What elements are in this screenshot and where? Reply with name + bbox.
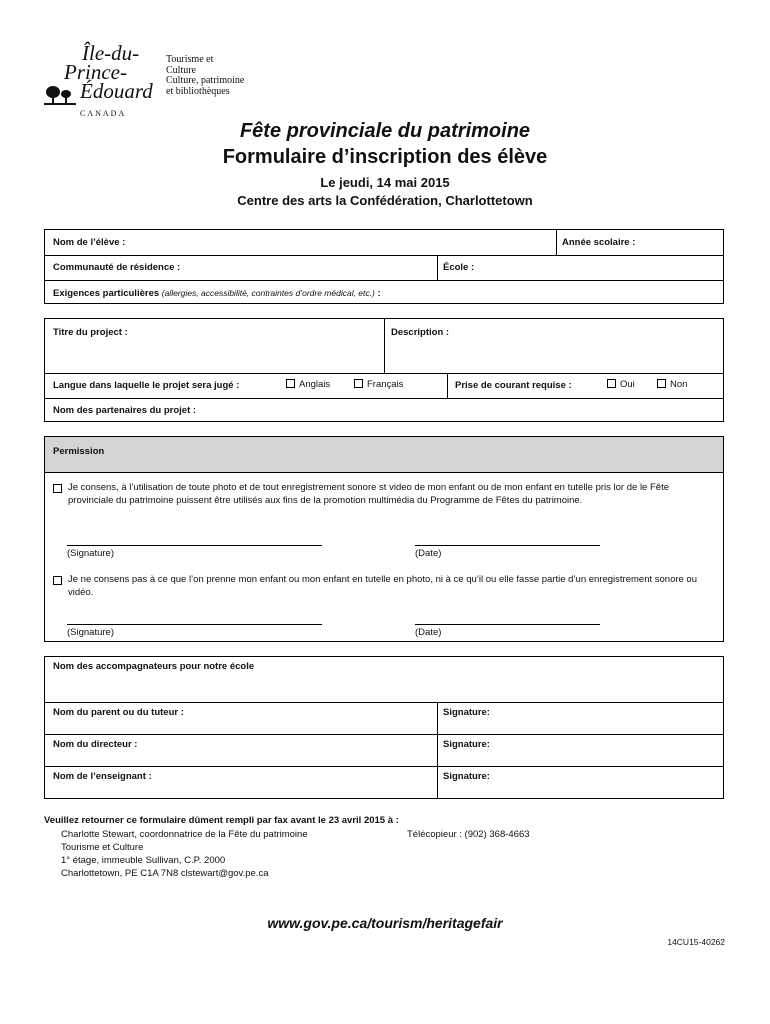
- logo-line-2: Prince-: [64, 60, 127, 84]
- consent-signature-label: (Signature): [67, 548, 114, 559]
- checkbox-icon: [286, 379, 295, 388]
- contact-address-1: 1° étage, immeuble Sullivan, C.P. 2000: [61, 855, 226, 866]
- checkbox-icon: [53, 576, 62, 585]
- chaperones-field[interactable]: Nom des accompagnateurs pour notre école: [53, 661, 255, 672]
- parent-signature-field[interactable]: Signature:: [443, 707, 490, 718]
- contact-address-2: Charlottetown, PE C1A 7N8 clstewart@gov.pe.ca: [61, 868, 269, 879]
- logo-side-1: Tourisme et: [166, 54, 214, 65]
- english-option-label: Anglais: [299, 379, 331, 390]
- logo-side-4: et bibliothèques: [166, 85, 230, 97]
- event-date: Le jeudi, 14 mai 2015: [320, 175, 450, 190]
- consent-text: Je consens, à l’utilisation de toute photo et de tout enregistrement sonore st video de mon enfant ou de mon enfant en tutelle pris lor de le Fête provinciale du patrimoine puissent être utilisés aux fins de la promotion multimédia du Programme de Fêtes du patrimoine.: [68, 482, 669, 506]
- no-consent-signature-line[interactable]: [67, 624, 322, 625]
- no-consent-text: Je ne consens pas à ce que l’on prenne mon enfant ou mon enfant en tutelle en photo, ni à ce qu’il ou elle fasse partie d’un enregistrement sonore ou vidéo.: [68, 574, 698, 598]
- yes-option-label: Oui: [620, 379, 635, 390]
- special-needs-field[interactable]: [53, 288, 381, 299]
- website-link[interactable]: www.gov.pe.ca/tourism/heritagefair: [267, 915, 503, 931]
- logo-line-1: Île-du-: [82, 41, 140, 65]
- power-yes-checkbox[interactable]: [607, 378, 635, 391]
- french-option-label: Français: [367, 379, 404, 390]
- special-needs-hint: (allergies, accessibilité, contraintes d’ordre médical, etc.): [161, 288, 375, 298]
- project-title-field[interactable]: Titre du project :: [53, 327, 128, 338]
- logo-side-2: Culture: [166, 64, 196, 76]
- no-option-label: Non: [670, 379, 688, 390]
- consent-signature-line[interactable]: [67, 545, 322, 546]
- tree-icon: [44, 84, 76, 106]
- permission-header: Permission: [53, 446, 105, 457]
- permission-header-bar: [45, 437, 723, 473]
- power-outlet-label: Prise de courant requise :: [455, 380, 572, 391]
- no-consent-signature-label: (Signature): [67, 627, 114, 638]
- project-partners-field[interactable]: Nom des partenaires du projet :: [53, 405, 197, 416]
- no-consent-date-line[interactable]: [415, 624, 600, 625]
- french-checkbox[interactable]: [354, 378, 403, 391]
- no-consent-option[interactable]: [53, 573, 708, 599]
- checkbox-icon: [607, 379, 616, 388]
- grade-field[interactable]: Année scolaire :: [562, 237, 636, 248]
- logo-country: CANADA: [80, 109, 127, 118]
- return-instruction: Veuillez retourner ce formulaire dûment rempli par fax avant le 23 avril 2015 à :: [44, 815, 399, 826]
- logo-line-3: Édouard: [80, 79, 153, 103]
- no-consent-date-label: (Date): [415, 627, 442, 638]
- director-signature-field[interactable]: Signature:: [443, 739, 490, 750]
- school-field[interactable]: École :: [443, 262, 475, 273]
- special-needs-colon: :: [374, 288, 381, 299]
- page-title: Fête provinciale du patrimoine: [239, 120, 531, 142]
- contact-department: Tourisme et Culture: [61, 842, 144, 853]
- consent-option[interactable]: [53, 481, 708, 507]
- consent-date-line[interactable]: [415, 545, 600, 546]
- judging-language-label: Langue dans laquelle le projet sera jugé :: [53, 380, 240, 391]
- director-name-field[interactable]: Nom du directeur :: [53, 739, 138, 750]
- form-code: 14CU15-40262: [667, 937, 725, 947]
- checkbox-icon: [53, 484, 62, 493]
- power-no-checkbox[interactable]: [657, 378, 687, 391]
- logo-side-3: Culture, patrimoine: [166, 75, 245, 86]
- logo-department: [166, 55, 244, 97]
- checkbox-icon: [354, 379, 363, 388]
- english-checkbox[interactable]: [286, 378, 330, 391]
- special-needs-label: Exigences particulières: [53, 288, 160, 299]
- page-subtitle: Formulaire d’inscription des élève: [222, 146, 548, 168]
- teacher-signature-field[interactable]: Signature:: [443, 771, 490, 782]
- consent-date-label: (Date): [415, 548, 442, 559]
- project-description-field[interactable]: Description :: [391, 327, 450, 338]
- contact-name: Charlotte Stewart, coordonnatrice de la Fête du patrimoine: [61, 829, 308, 840]
- event-venue: Centre des arts la Confédération, Charlottetown: [237, 193, 533, 208]
- community-field[interactable]: Communauté de résidence :: [53, 262, 181, 273]
- parent-name-field[interactable]: Nom du parent ou du tuteur :: [53, 707, 184, 718]
- teacher-name-field[interactable]: Nom de l’enseignant :: [53, 771, 152, 782]
- fax-number: Télécopieur : (902) 368-4663: [407, 829, 530, 840]
- checkbox-icon: [657, 379, 666, 388]
- student-name-field[interactable]: Nom de l’élève :: [53, 237, 126, 248]
